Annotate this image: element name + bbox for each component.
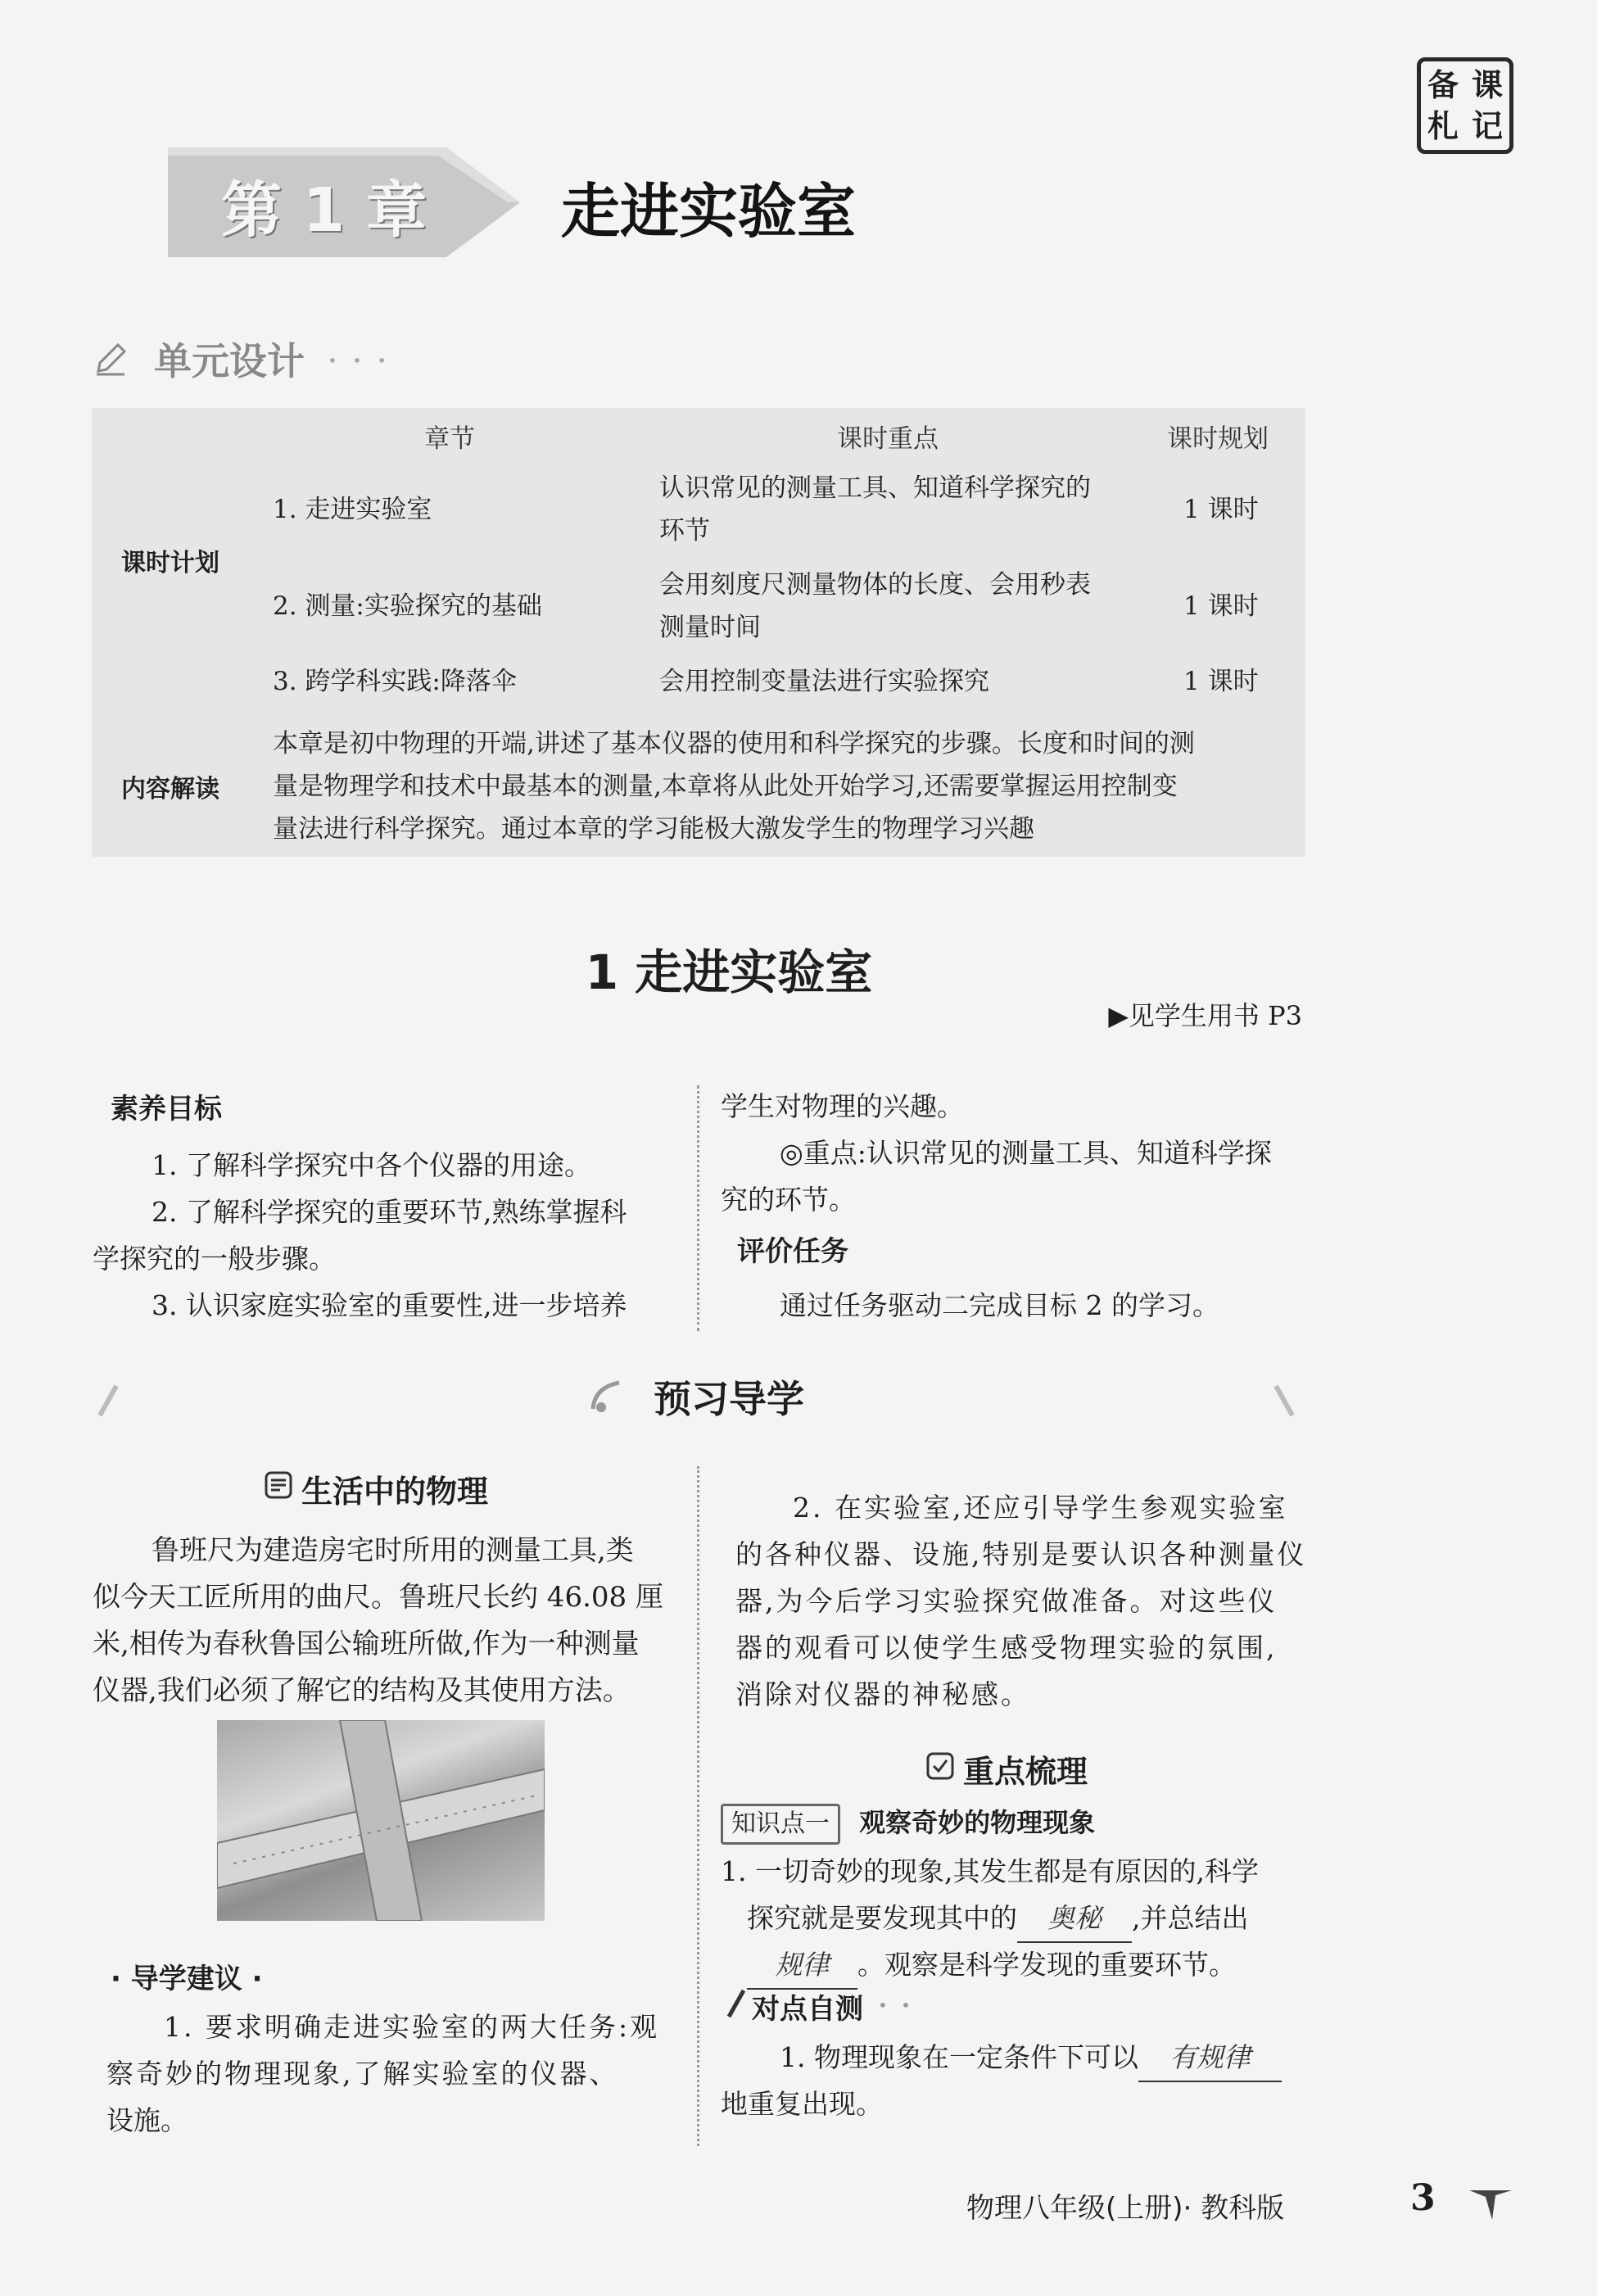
life-text-line: 仪器,我们必须了解它的结构及其使用方法。 — [93, 1674, 631, 1707]
advice-line: 器,为今后学习实验探究做准备。对这些仪 — [735, 1585, 1278, 1617]
table-header: 章节 — [424, 424, 475, 454]
question-line — [780, 2034, 1282, 2082]
life-text-line: 米,相传为春秋鲁国公输班所做,作为一种测量 — [93, 1628, 640, 1660]
table-cell-focus: 环节 — [659, 516, 710, 546]
content-text-line: 量法进行科学探究。通过本章的学习能极大激发学生的物理学习兴趣 — [273, 814, 1034, 844]
life-text-line: 鲁班尺为建造房宅时所用的测量工具,类 — [152, 1534, 634, 1567]
unit-design-title: 单元设计 — [154, 339, 305, 383]
goal-line: 1. 了解科学探究中各个仪器的用途。 — [152, 1149, 591, 1181]
table-header: 课时规划 — [1167, 424, 1269, 454]
goal-line: 学生对物理的兴趣。 — [721, 1090, 964, 1122]
answer-blank: 规律 — [747, 1941, 857, 1990]
preview-title: 预习导学 — [654, 1377, 804, 1421]
page-number: 3 — [1410, 2177, 1436, 2219]
book-icon — [264, 1470, 293, 1500]
table-cell-focus: 认识常见的测量工具、知道科学探究的 — [659, 473, 1091, 503]
life-text-line: 似今天工匠所用的曲尺。鲁班尺长约 46.08 厘 — [93, 1581, 663, 1614]
key-points-heading: 重点梳理 — [963, 1754, 1088, 1790]
goal-line: 3. 认识家庭实验室的重要性,进一步培养 — [152, 1289, 627, 1321]
stamp-char: 札 — [1427, 107, 1459, 144]
advice-line: 1. 要求明确走进实验室的两大任务:观 — [164, 2011, 660, 2043]
goal-line: 2. 了解科学探究的重要环节,熟练掌握科 — [152, 1196, 627, 1228]
table-header: 课时重点 — [837, 424, 939, 454]
table-cell-focus: 会用控制变量法进行实验探究 — [659, 667, 989, 696]
table-cell-focus: 会用刻度尺测量物体的长度、会用秒表 — [659, 570, 1091, 600]
row-label-content: 内容解读 — [121, 775, 219, 804]
evaluation-text: 通过任务驱动二完成目标 2 的学习。 — [780, 1289, 1219, 1321]
key-text: 。观察是科学发现的重要环节。 — [857, 1949, 1236, 1981]
dots-decoration: • • • — [328, 351, 392, 370]
table-cell-section: 2. 测量:实验探究的基础 — [273, 591, 542, 621]
advice-line: 器的观看可以使学生感受物理实验的氛围, — [735, 1632, 1278, 1664]
table-cell-hours: 1 课时 — [1183, 591, 1259, 621]
advice-line: 设施。 — [106, 2104, 188, 2136]
key-text-line — [747, 1895, 1249, 1943]
life-physics-heading: 生活中的物理 — [301, 1474, 489, 1510]
knowledge-point-title: 观察奇妙的物理现象 — [859, 1807, 1096, 1838]
table-cell-hours: 1 课时 — [1183, 495, 1259, 524]
corner-decoration — [1466, 2182, 1515, 2223]
advice-line: 2. 在实验室,还应引导学生参观实验室 — [793, 1492, 1288, 1524]
luban-ruler-photo — [217, 1720, 545, 1921]
answer-blank: 奥秘 — [1017, 1895, 1132, 1943]
evaluation-heading: 评价任务 — [737, 1235, 848, 1268]
section-title: 1 走进实验室 — [585, 944, 873, 1000]
table-cell-section: 1. 走进实验室 — [273, 495, 432, 524]
chapter-number: 第 1 章 — [221, 175, 428, 246]
knowledge-point-row — [721, 1802, 1095, 1845]
reference-text: 见学生用书 P3 — [1128, 1000, 1302, 1031]
focus-line: ◎重点:认识常见的测量工具、知道科学探 — [780, 1137, 1272, 1169]
stamp-char: 记 — [1471, 107, 1503, 144]
footer-book-title: 物理八年级(上册)· 教科版 — [966, 2192, 1285, 2225]
student-book-reference: ▶见学生用书 P3 — [1108, 1000, 1302, 1031]
question-text: 1. 物理现象在一定条件下可以 — [780, 2041, 1138, 2073]
goal-line: 学探究的一般步骤。 — [93, 1243, 336, 1275]
stamp-char: 备 — [1427, 66, 1459, 103]
self-test-heading: 对点自测 — [752, 1993, 863, 2026]
note-stamp — [1417, 57, 1513, 154]
key-text: ,并总结出 — [1132, 1902, 1249, 1934]
content-text-line: 本章是初中物理的开端,讲述了基本仪器的使用和科学探究的步骤。长度和时间的测 — [273, 729, 1195, 759]
table-cell-focus: 测量时间 — [659, 613, 761, 642]
content-text-line: 量是物理学和技术中最基本的测量,本章将从此处开始学习,还需要掌握运用控制变 — [273, 772, 1178, 801]
stamp-char: 课 — [1471, 66, 1503, 103]
advice-heading: · 导学建议 · — [111, 1963, 263, 1995]
ruler-illustration — [217, 1720, 545, 1921]
pencil-icon — [92, 340, 129, 378]
dots-decoration: • • — [878, 1995, 915, 2015]
advice-line: 消除对仪器的神秘感。 — [735, 1678, 1030, 1710]
advice-line: 察奇妙的物理现象,了解实验室的仪器、 — [106, 2058, 619, 2090]
chapter-title: 走进实验室 — [561, 177, 857, 246]
checklist-icon — [925, 1751, 955, 1781]
row-label-plan: 课时计划 — [121, 549, 219, 577]
knowledge-point-tag: 知识点一 — [721, 1804, 840, 1845]
column-divider — [697, 1466, 699, 2146]
column-divider — [697, 1085, 699, 1331]
table-cell-section: 3. 跨学科实践:降落伞 — [273, 667, 517, 696]
key-text: 探究就是要发现其中的 — [747, 1902, 1017, 1934]
answer-blank: 有规律 — [1138, 2034, 1282, 2082]
goals-heading: 素养目标 — [111, 1093, 222, 1125]
question-line: 地重复出现。 — [721, 2088, 883, 2120]
advice-line: 的各种仪器、设施,特别是要认识各种测量仪 — [735, 1538, 1307, 1570]
table-cell-hours: 1 课时 — [1183, 667, 1259, 696]
pen-icon — [724, 1989, 749, 2018]
key-text-line — [747, 1941, 1236, 1990]
key-text-line: 1. 一切奇妙的现象,其发生都是有原因的,科学 — [721, 1855, 1259, 1887]
focus-line: 究的环节。 — [721, 1184, 856, 1216]
